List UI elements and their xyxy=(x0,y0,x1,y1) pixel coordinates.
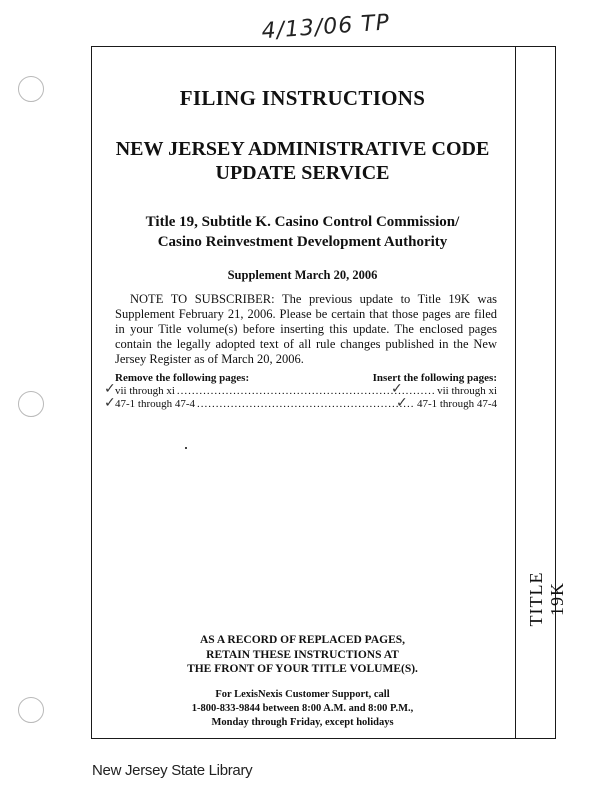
remove-header: Remove the following pages: xyxy=(115,372,250,384)
remove-pages: vii through xi xyxy=(115,385,175,397)
pages-table xyxy=(115,372,497,411)
hole-punch-icon xyxy=(18,697,44,723)
tab-divider xyxy=(515,46,516,739)
pages-table-header xyxy=(115,372,497,385)
title-subject-line: Casino Reinvestment Development Authority xyxy=(157,234,448,250)
support-line: 1-800-833-9844 between 8:00 A.M. and 8:00 P.M., xyxy=(191,703,414,714)
check-mark-icon: ✓ xyxy=(104,395,116,411)
title-tab-label: TITLE 19K xyxy=(526,571,567,627)
insert-pages: 47-1 through 47-4 xyxy=(416,398,497,410)
check-mark-icon: ✓ xyxy=(104,381,116,397)
insert-pages: vii through xi xyxy=(437,385,497,397)
leader-dots xyxy=(197,398,415,411)
subscriber-note: NOTE TO SUBSCRIBER: The previous update to Title 19K was Supplement February 21, 2006. Please be certain that those pages are filed in your Title volume(s) before inserting this update. The enclosed pages contain the legally adopted text of all rule changes published in the New Jersey Register as of March 20, 2006. xyxy=(115,292,497,366)
support-line: For LexisNexis Customer Support, call xyxy=(215,689,390,700)
code-title-line: UPDATE SERVICE xyxy=(215,162,390,184)
record-line: THE FRONT OF YOUR TITLE VOLUME(S). xyxy=(187,663,418,675)
title-subject-line: Title 19, Subtitle K. Casino Control Commission/ xyxy=(145,214,460,230)
record-instructions xyxy=(100,633,505,677)
hole-punch-icon xyxy=(18,391,44,417)
supplement-date: Supplement March 20, 2006 xyxy=(227,268,378,282)
handwritten-date: 4/13/06 TP xyxy=(260,10,391,45)
title-subject xyxy=(100,212,505,252)
code-title xyxy=(100,137,505,185)
code-title-line: NEW JERSEY ADMINISTRATIVE CODE xyxy=(115,138,490,160)
library-stamp: New Jersey State Library xyxy=(92,762,253,779)
scan-speck xyxy=(185,447,187,449)
record-line: RETAIN THESE INSTRUCTIONS AT xyxy=(206,648,399,661)
support-line: Monday through Friday, except holidays xyxy=(211,717,394,728)
remove-pages: 47-1 through 47-4 xyxy=(115,398,196,410)
insert-header: Insert the following pages: xyxy=(372,372,497,384)
record-line: AS A RECORD OF REPLACED PAGES, xyxy=(199,634,406,646)
pages-row xyxy=(115,385,497,398)
page-title: FILING INSTRUCTIONS xyxy=(179,86,426,110)
hole-punch-icon xyxy=(18,76,44,102)
check-mark-icon: ✓ xyxy=(396,395,408,411)
customer-support xyxy=(100,688,505,730)
check-mark-icon: ✓ xyxy=(391,381,403,397)
pages-row xyxy=(115,398,497,411)
